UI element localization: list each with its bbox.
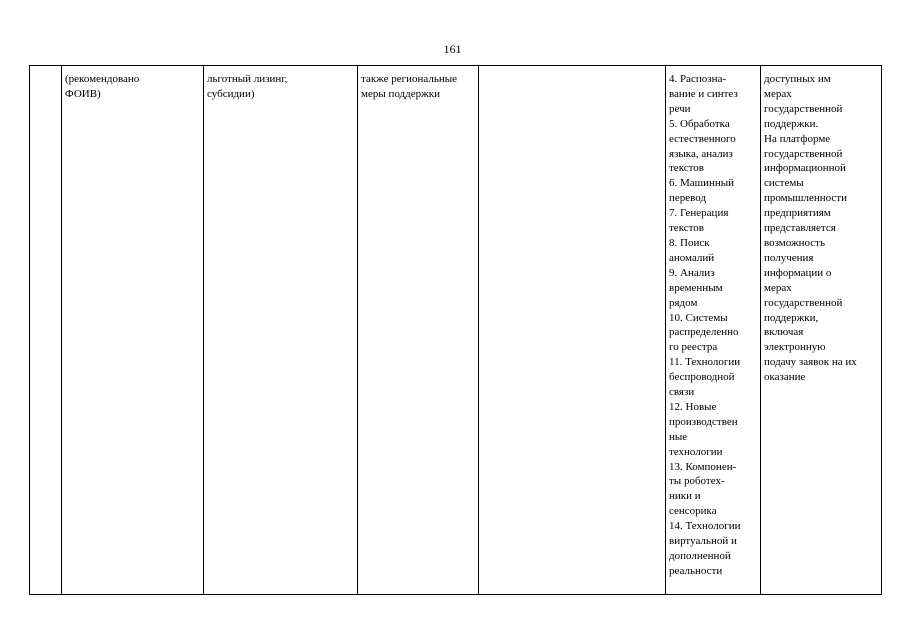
text-line: распределенно bbox=[669, 326, 739, 339]
measures-table bbox=[29, 65, 882, 595]
table-row bbox=[30, 66, 882, 595]
text-line: дополненной bbox=[669, 550, 731, 562]
cell-technologies bbox=[666, 66, 761, 595]
text-line: субсидии) bbox=[207, 87, 255, 100]
text-line: ты роботех- bbox=[669, 475, 725, 488]
text-line: 13. Компонен- bbox=[669, 460, 737, 473]
cell-lines bbox=[361, 72, 475, 102]
text-line: 14. Технологии bbox=[669, 520, 741, 533]
text-line: 8. Поиск bbox=[669, 236, 710, 249]
text-line: представляется bbox=[764, 222, 836, 235]
text-line: 9. Анализ bbox=[669, 266, 715, 279]
text-line: ники и bbox=[669, 490, 701, 503]
text-line: естественного bbox=[669, 132, 736, 145]
text-line: перевод bbox=[669, 192, 707, 205]
cell-number bbox=[30, 66, 62, 595]
text-line: 6. Машинный bbox=[669, 177, 735, 190]
cell-lines bbox=[65, 72, 200, 102]
text-line: (рекомендовано bbox=[65, 73, 140, 85]
text-line: технологии bbox=[669, 445, 723, 458]
text-line: включая bbox=[764, 326, 804, 339]
text-line: речи bbox=[669, 102, 691, 115]
text-line: го реестра bbox=[669, 341, 718, 354]
text-line: производствен bbox=[669, 415, 738, 428]
cell-lines bbox=[669, 72, 757, 579]
text-line: сенсорика bbox=[669, 505, 717, 518]
text-line: беспроводной bbox=[669, 371, 735, 384]
cell-platform-info bbox=[761, 66, 882, 595]
text-line: временным bbox=[669, 281, 723, 294]
text-line: связи bbox=[669, 386, 695, 399]
text-line: подачу заявок на их bbox=[764, 356, 857, 369]
text-line: виртуальной и bbox=[669, 535, 737, 548]
text-line: возможность bbox=[764, 236, 825, 249]
cell-regional-measures bbox=[358, 66, 479, 595]
text-line: ФОИВ) bbox=[65, 87, 101, 100]
text-line: получения bbox=[764, 251, 814, 264]
text-line: 11. Технологии bbox=[669, 356, 741, 369]
text-line: электронную bbox=[764, 341, 826, 354]
cell-recommended bbox=[62, 66, 204, 595]
text-line: системы bbox=[764, 177, 804, 190]
text-line: оказание bbox=[764, 371, 806, 384]
cell-lines bbox=[207, 72, 354, 102]
text-line: также региональные bbox=[361, 73, 458, 85]
text-line: поддержки. bbox=[764, 117, 819, 130]
text-line: промышленности bbox=[764, 192, 847, 205]
text-line: На платформе bbox=[764, 132, 831, 145]
text-line: 12. Новые bbox=[669, 400, 717, 413]
cell-support-form bbox=[204, 66, 358, 595]
text-line: льготный лизинг, bbox=[207, 73, 288, 85]
text-line: государственной bbox=[764, 147, 843, 160]
page-number: 161 bbox=[443, 42, 462, 56]
text-line: 7. Генерация bbox=[669, 207, 729, 220]
text-line: мерах bbox=[764, 87, 792, 100]
text-line: доступных им bbox=[764, 73, 831, 85]
text-line: поддержки, bbox=[764, 311, 819, 324]
text-line: 10. Системы bbox=[669, 311, 728, 324]
text-line: информационной bbox=[764, 162, 846, 175]
text-line: ные bbox=[669, 430, 688, 443]
text-line: текстов bbox=[669, 222, 704, 235]
text-line: реальности bbox=[669, 564, 723, 577]
text-line: государственной bbox=[764, 296, 843, 309]
text-line: предприятиям bbox=[764, 207, 831, 220]
text-line: 4. Распозна- bbox=[669, 73, 727, 85]
text-line: аномалий bbox=[669, 251, 715, 264]
text-line: языка, анализ bbox=[669, 147, 733, 160]
text-line: мерах bbox=[764, 281, 792, 294]
cell-lines bbox=[764, 72, 878, 385]
cell-empty bbox=[479, 66, 666, 595]
text-line: вание и синтез bbox=[669, 87, 738, 100]
text-line: информации о bbox=[764, 266, 832, 279]
text-line: рядом bbox=[669, 296, 698, 309]
text-line: меры поддержки bbox=[361, 87, 440, 100]
text-line: 5. Обработка bbox=[669, 117, 730, 130]
text-line: текстов bbox=[669, 162, 704, 175]
text-line: государственной bbox=[764, 102, 843, 115]
